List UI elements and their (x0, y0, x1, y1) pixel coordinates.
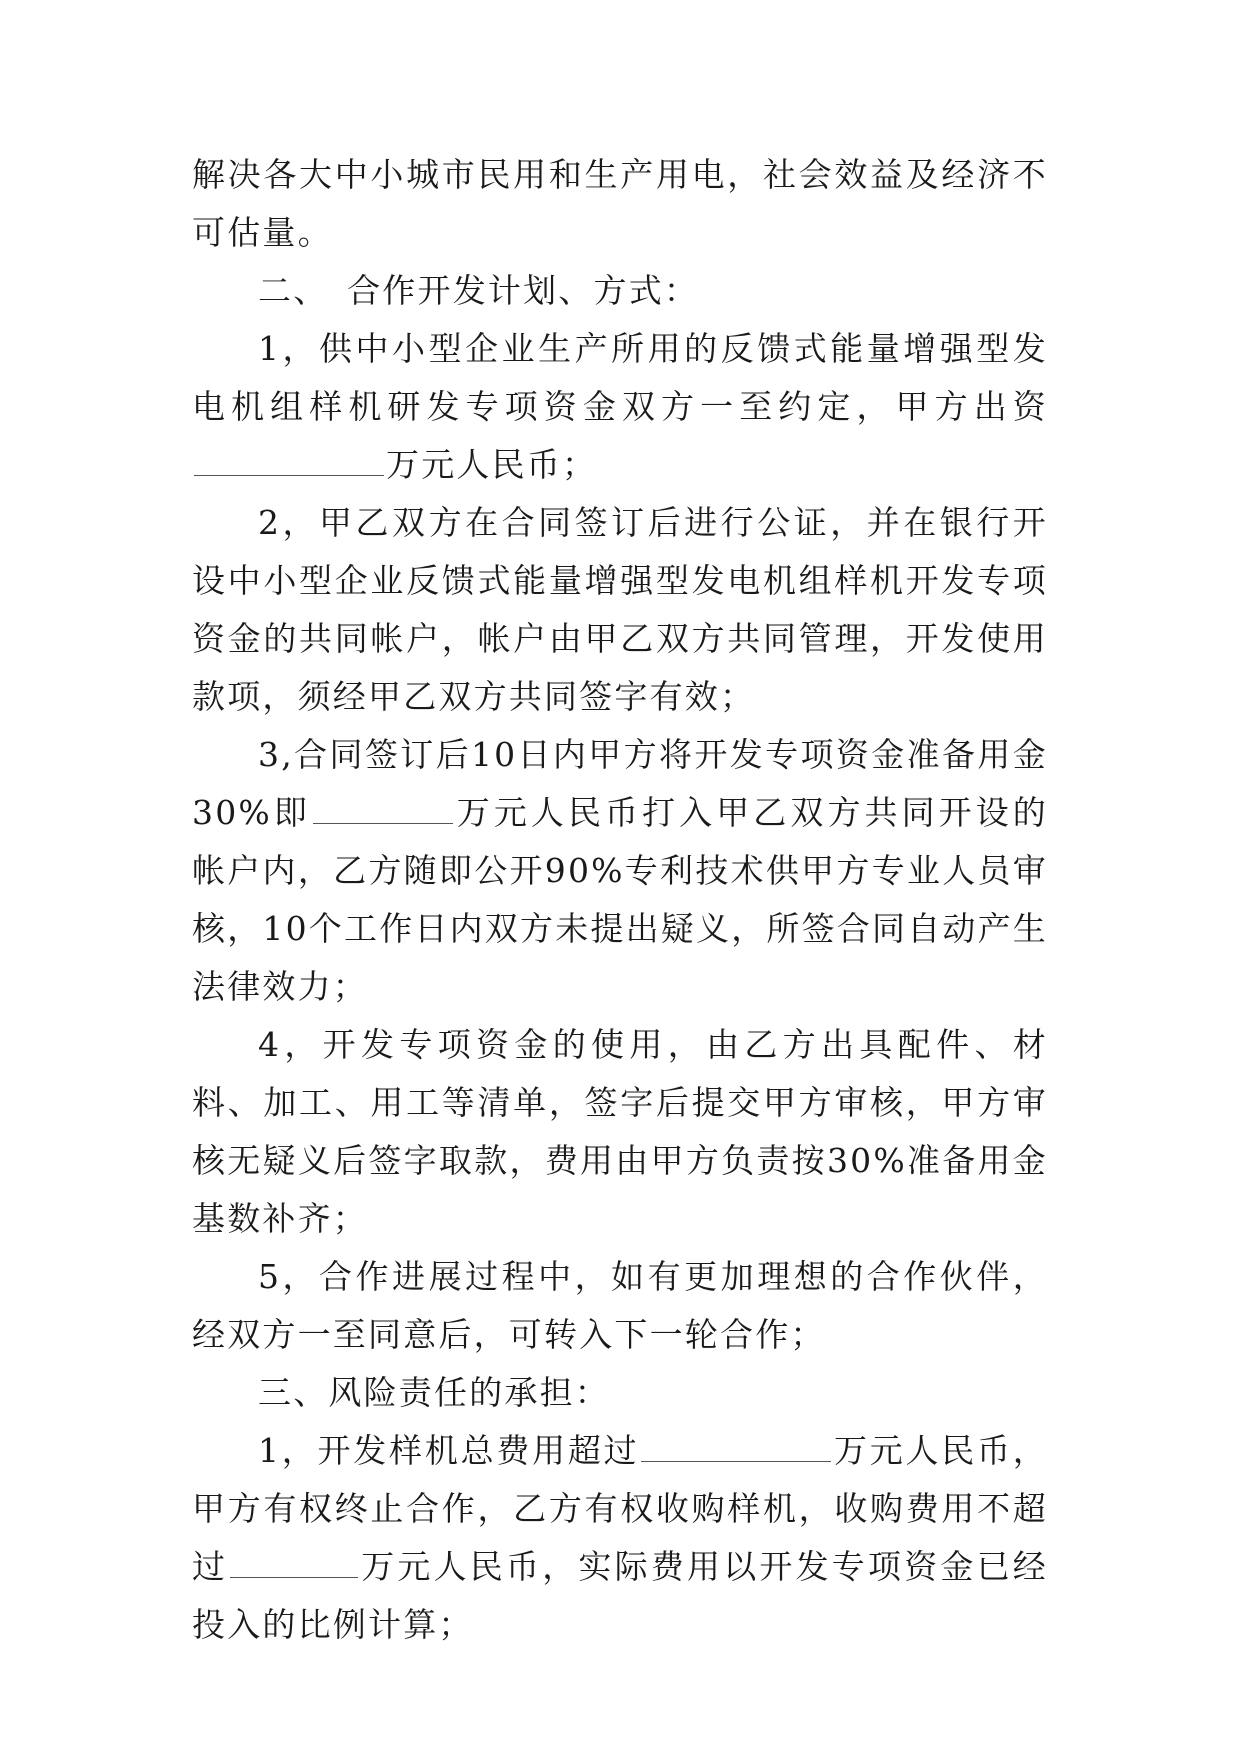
blank-amount-field[interactable] (641, 1431, 831, 1462)
clause-funding-text-b: 万元人民币； (386, 445, 598, 484)
clause-funding (192, 320, 1048, 494)
clause-partner (192, 1248, 1048, 1364)
blank-amount-field[interactable] (230, 1547, 358, 1578)
clause-account-text: 2，甲乙双方在合同签订后进行公证，并在银行开设中小型企业反馈式能量增强型发电机组样机开发专项资金的共同帐户，帐户由甲乙双方共同管理，开发使用款项，须经甲乙双方共同签字有效； (192, 503, 1048, 716)
clause-deposit-text-a: 3,合同签订后10日内甲方将开发专项资金准备用金30%即 (192, 735, 1048, 832)
clause-fund-usage (192, 1016, 1048, 1248)
clause-cost-limit-text-b: 万元人民币，甲方有权终止合作，乙方有权收购样机，收购费用不超过 (192, 1431, 1048, 1586)
clause-cost-limit-text-c: 万元人民币，实际费用以开发专项资金已经投入的比例计算； (192, 1547, 1048, 1644)
paragraph-benefit-text: 解决各大中小城市民用和生产用电，社会效益及经济不可估量。 (192, 155, 1048, 252)
clause-funding-text-a: 1，供中小型企业生产所用的反馈式能量增强型发电机组样机研发专项资金双方一至约定，甲方出资 (192, 329, 1048, 426)
clause-account (192, 494, 1048, 726)
blank-amount-field[interactable] (313, 793, 453, 824)
section-heading-cooperation-text: 二、 合作开发计划、方式： (258, 271, 700, 310)
clause-fund-usage-text: 4，开发专项资金的使用，由乙方出具配件、材料、加工、用工等清单，签字后提交甲方审核，甲方审核无疑义后签字取款，费用由甲方负责按30%准备用金基数补齐； (192, 1025, 1048, 1238)
blank-amount-field[interactable] (194, 445, 384, 476)
document-page (192, 146, 1048, 1654)
clause-cost-limit (192, 1422, 1048, 1654)
clause-cost-limit-text-a: 1，开发样机总费用超过 (258, 1431, 640, 1470)
section-heading-risk-text: 三、风险责任的承担： (258, 1373, 610, 1412)
section-heading-cooperation (192, 262, 1048, 320)
paragraph-benefit (192, 146, 1048, 262)
clause-partner-text: 5，合作进展过程中，如有更加理想的合作伙伴，经双方一至同意后，可转入下一轮合作； (192, 1257, 1048, 1354)
clause-deposit (192, 726, 1048, 1016)
clause-deposit-text-b: 万元人民币打入甲乙双方共同开设的帐户内，乙方随即公开90%专利技术供甲方专业人员审核，10个工作日内双方未提出疑义，所签合同自动产生法律效力； (192, 793, 1048, 1006)
section-heading-risk (192, 1364, 1048, 1422)
